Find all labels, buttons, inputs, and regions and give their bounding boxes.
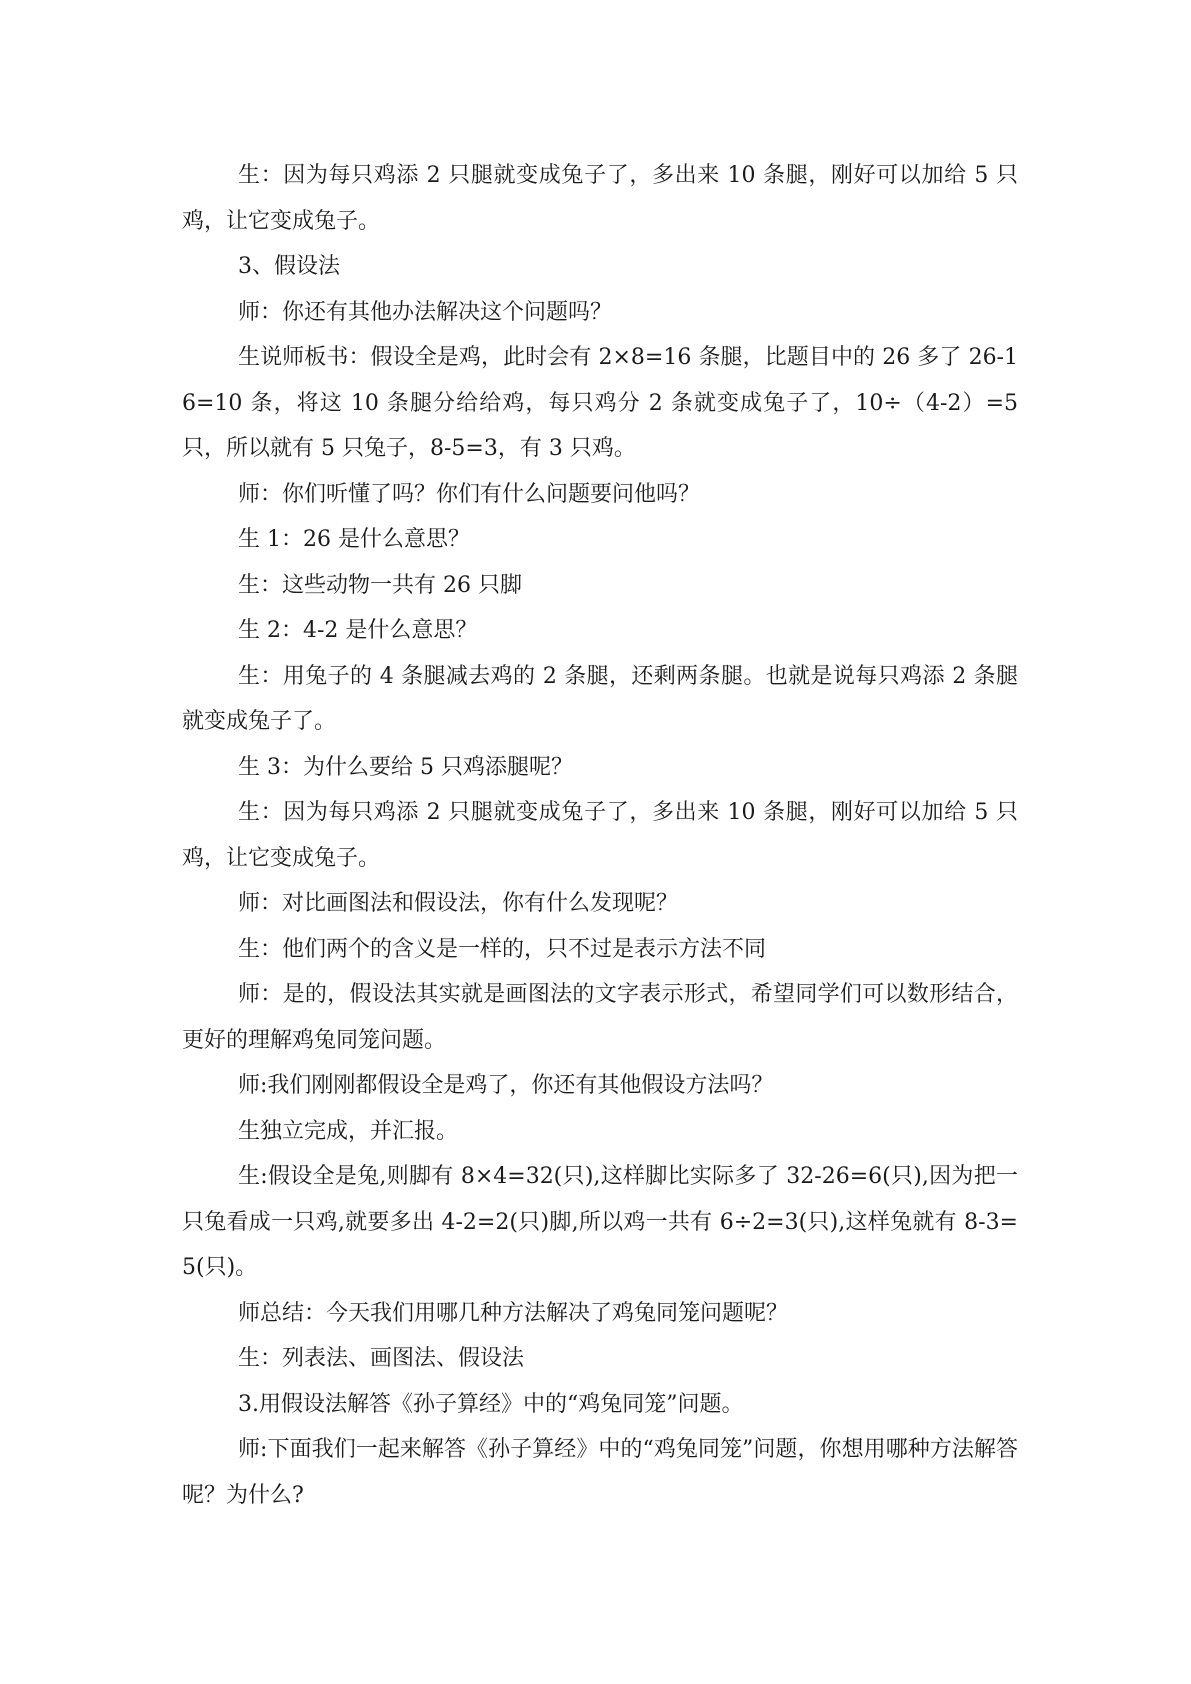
paragraph: 师:我们刚刚都假设全是鸡了，你还有其他假设方法吗？	[238, 1073, 774, 1098]
paragraph: 生独立完成，并汇报。	[238, 1118, 459, 1144]
document-body	[182, 153, 1018, 1518]
paragraph: 师总结：今天我们用哪几种方法解决了鸡兔同笼问题呢？	[238, 1300, 789, 1326]
paragraph: 师：是的，假设法其实就是画图法的文字表示形式，希望同学们可以数形结合，更好的理解鸡兔同笼问题。	[182, 982, 1018, 1053]
paragraph: 师：你们听懂了吗？你们有什么问题要问他吗？	[238, 481, 701, 507]
paragraph: 生 2：4-2 是什么意思？	[238, 618, 478, 643]
paragraph: 生：列表法、画图法、假设法	[238, 1346, 525, 1371]
paragraph: 生：用兔子的 4 条腿减去鸡的 2 条腿，还剩两条腿。也就是说每只鸡添 2 条腿就变成兔子了。	[182, 663, 1018, 734]
section-heading: 3.用假设法解答《孙子算经》中的“鸡兔同笼”问题。	[238, 1391, 744, 1417]
paragraph: 生说师板书：假设全是鸡，此时会有 2×8=16 条腿，比题目中的 26 多了 26-16=10 条，将这 10 条腿分给给鸡，每只鸡分 2 条就变成兔子了，10÷（4-2）=5 只，所以就有 5 只兔子，8-5=3，有 3 只鸡。	[182, 345, 1018, 461]
paragraph: 生：他们两个的含义是一样的，只不过是表示方法不同	[238, 936, 767, 962]
paragraph: 生 1：26 是什么意思？	[238, 527, 470, 552]
paragraph: 师：对比画图法和假设法，你有什么发现呢？	[238, 891, 679, 916]
paragraph: 生：因为每只鸡添 2 只腿就变成兔子了，多出来 10 条腿，刚好可以加给 5 只鸡，让它变成兔子。	[182, 800, 1018, 871]
section-heading: 3、假设法	[238, 254, 340, 279]
paragraph: 生：因为每只鸡添 2 只腿就变成兔子了，多出来 10 条腿，刚好可以加给 5 只鸡，让它变成兔子。	[182, 163, 1018, 234]
paragraph: 师：你还有其他办法解决这个问题吗？	[238, 299, 613, 325]
paragraph: 生：这些动物一共有 26 只脚	[238, 572, 522, 598]
paragraph: 生:假设全是兔,则脚有 8×4=32(只),这样脚比实际多了 32-26=6(只),因为把一只兔看成一只鸡,就要多出 4-2=2(只)脚,所以鸡一共有 6÷2=3(只),这样兔就有 8-3=5(只)。	[182, 1164, 1018, 1280]
paragraph: 师:下面我们一起来解答《孙子算经》中的“鸡兔同笼”问题，你想用哪种方法解答呢？为什么?	[182, 1437, 1018, 1508]
paragraph: 生 3：为什么要给 5 只鸡添腿呢？	[238, 754, 573, 780]
